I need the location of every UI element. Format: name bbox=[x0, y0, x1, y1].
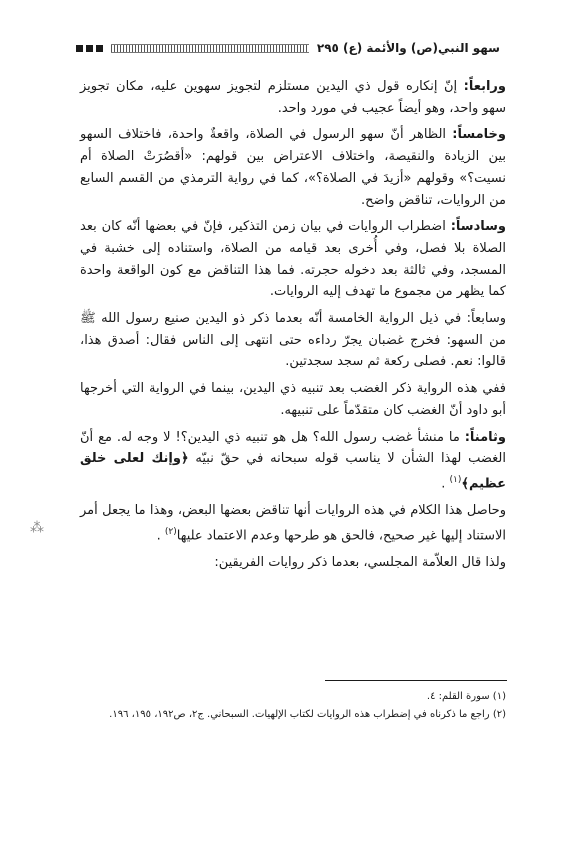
paragraph-text: وسابعاً: في ذيل الرواية الخامسة أنّه بعدما ذكر ذو اليدين صنيع رسول الله ﷺ من السهو: فخرج غضبان يجرّ رداءه حتى انتهى إلى الناس فقال: أصدق هذا، قالوا: نعم. فصلى ركعة ثم سجد سجدتين. bbox=[80, 311, 506, 370]
paragraph-tail: . bbox=[156, 528, 165, 544]
paragraph-text: ما منشأ غضب رسول الله؟ هل هو تنبيه ذي اليدين؟! لا وجه له. مع أنّ الغضب لهذا الشأن لا يناسب قوله سبحانه في حقّ نبيّه bbox=[80, 429, 507, 467]
paragraph-lead: وسادساً: bbox=[450, 219, 506, 235]
paragraph-8 bbox=[80, 427, 506, 495]
paragraph-7-cont bbox=[80, 378, 506, 421]
paragraph-text: الظاهر أنّ سهو الرسول في الصلاة، واقعةٌ واحدة، فاختلاف السهو بين الزيادة والنقيصة، واختلاف الاعتراض بين قولهم: «أقصُرَتْ الصلاة أم نسيت؟» وقولهم «أزيدَ في الصلاة؟»، كما في رواية الترمذي من القسم السابع من الروايات، تناقض واضح. bbox=[80, 127, 506, 208]
running-header bbox=[70, 38, 500, 58]
footnote-rule bbox=[325, 680, 507, 681]
running-title: سهو النبي(ص) والأئمة (ع) ٢٩٥ bbox=[316, 41, 500, 55]
body-text bbox=[80, 76, 506, 578]
footnote-1: (١) سورة القلم: ٤. bbox=[426, 691, 506, 702]
paragraph-text: وحاصل هذا الكلام في هذه الروايات أنها تناقض بعضها البعض، وهذا ما يجعل أمر الاستناد إليها غير صحيح، فالحق هو طرحها وعدم الاعتماد عليها bbox=[80, 502, 506, 544]
paragraph-6 bbox=[80, 216, 506, 303]
paragraph-lead: وخامساً: bbox=[452, 127, 506, 143]
paragraph-summary bbox=[80, 500, 506, 547]
quran-verse: ﴿وإنك لعلى خلق عظيم﴾ bbox=[80, 451, 506, 492]
header-squares bbox=[76, 45, 103, 52]
paragraph-lead: وثامناً: bbox=[464, 429, 506, 445]
square-icon bbox=[86, 45, 93, 52]
paragraph-text: إنّ إنكاره قول ذي اليدين مستلزم لتجويز سهوين عليه، مكان تجويز سهو واحد، وهو أيضاً عجيب في مورد واحد. bbox=[80, 79, 506, 116]
paragraph-text: ففي هذه الرواية ذكر الغضب بعد تنبيه ذي اليدين، بينما في الرواية التي أخرجها أبو داود أنّ الغضب كان متقدّماً على تنبيهه. bbox=[80, 381, 506, 418]
footnote-ref: (١) bbox=[449, 474, 462, 485]
paragraph-5 bbox=[80, 124, 506, 211]
paragraph-majlisi bbox=[80, 552, 506, 574]
square-icon bbox=[76, 45, 83, 52]
paragraph-4 bbox=[80, 76, 506, 119]
footnote-ref: (٢) bbox=[164, 526, 177, 537]
paragraph-text: اضطراب الروايات في بيان زمن التذكير، فإنّ في بعضها أنّه كان بعد الصلاة بلا فصل، وفي أُخرى بعد قيامه من الصلاة، واستناده إلى خشبة في المسجد، وفي ثالثة بعد دخوله حجرته. فما هذا التناقض مع كون الواقعة واحدة كما يظهر من مجموع ما تهدف إليه الروايات. bbox=[80, 219, 506, 300]
footnote-2: (٢) راجع ما ذكرناه في إضطراب هذه الروايات لكتاب الإلهيات. السبحاني. ج٢، ص١٩٢، ١٩٥، ١٩٦. bbox=[109, 709, 506, 720]
paragraph-text: ولذا قال العلاّمة المجلسي، بعدما ذكر روايات الفريقين: bbox=[214, 554, 506, 570]
header-ornament bbox=[111, 44, 309, 53]
paragraph-lead: ورابعاً: bbox=[463, 79, 506, 94]
margin-mark: ⁂ bbox=[30, 520, 44, 536]
footnotes bbox=[80, 688, 506, 724]
paragraph-7 bbox=[80, 308, 506, 373]
square-icon bbox=[96, 45, 103, 52]
paragraph-tail: . bbox=[441, 476, 450, 492]
